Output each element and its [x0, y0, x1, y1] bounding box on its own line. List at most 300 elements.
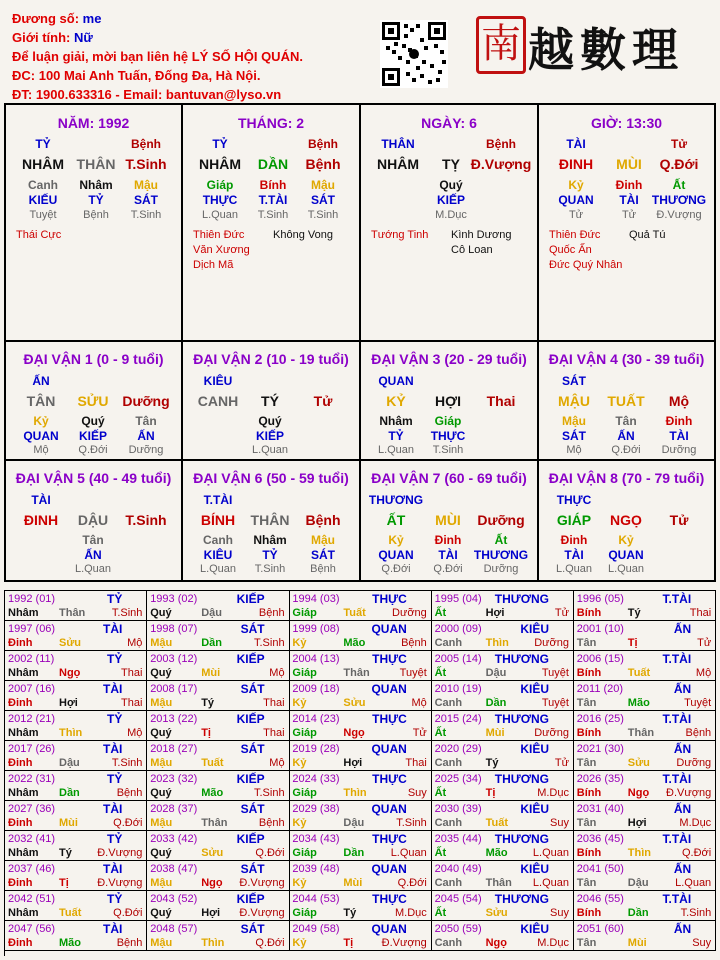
- year-label: 2034 (43): [292, 833, 340, 845]
- year-cell[interactable]: [5, 711, 147, 741]
- year-ten-god: TỶ: [107, 772, 123, 786]
- year-ten-god: THỰC: [372, 892, 407, 906]
- year-phase: Suy: [692, 937, 712, 949]
- year-phase: M.Dục: [395, 907, 427, 919]
- logo: [476, 12, 706, 76]
- pillar-hidden-stem-1: Nhâm: [79, 178, 113, 192]
- year-branch: Sửu: [59, 637, 82, 649]
- year-cell[interactable]: [289, 771, 431, 801]
- year-branch: Sửu: [627, 757, 650, 769]
- pillar-hidden-stem-1: Quý: [439, 178, 463, 192]
- year-branch: Thìn: [627, 847, 652, 859]
- year-cell[interactable]: [574, 681, 716, 711]
- year-label: 2013 (22): [150, 713, 198, 725]
- dai-van-stem-branch-1: TÝ: [261, 393, 279, 409]
- year-cell[interactable]: [5, 621, 147, 651]
- year-cell[interactable]: [5, 891, 147, 921]
- year-ten-god: QUAN: [371, 922, 407, 936]
- year-label: 2044 (53): [292, 893, 340, 905]
- qr-module: [416, 66, 420, 70]
- year-stem: Kỷ: [292, 757, 307, 769]
- year-label: 2042 (51): [8, 893, 56, 905]
- year-label: 2031 (40): [576, 803, 624, 815]
- year-cell[interactable]: [289, 891, 431, 921]
- year-branch: Mão: [59, 937, 81, 949]
- year-stem: Giáp: [292, 607, 317, 619]
- year-cell[interactable]: [147, 591, 289, 621]
- year-cell[interactable]: [432, 891, 574, 921]
- dai-van-1: [6, 342, 183, 461]
- year-ten-god: TÀI: [103, 862, 123, 876]
- year-cell[interactable]: [432, 651, 574, 681]
- year-phase: T.Sinh: [111, 607, 143, 619]
- year-stem: Mậu: [150, 637, 173, 649]
- dai-van-stem-branch-0: KỶ: [386, 393, 406, 409]
- year-cell[interactable]: [147, 771, 289, 801]
- year-stem: Ất: [434, 787, 447, 799]
- dai-van-hidden-phase-0: Mộ: [33, 444, 49, 456]
- year-phase: Tử: [554, 607, 569, 619]
- pillar-star: Không Vong: [273, 229, 333, 241]
- year-cell[interactable]: [147, 831, 289, 861]
- year-ten-god: SÁT: [240, 622, 265, 636]
- year-label: 2022 (31): [8, 773, 56, 785]
- year-label: 2016 (25): [576, 713, 624, 725]
- dai-van-hidden-stem-0: Nhâm: [379, 414, 413, 428]
- dai-van-title: ĐẠI VẬN 6 (50 - 59 tuổi): [193, 470, 349, 486]
- contact-address: ĐC: 100 Mai Anh Tuấn, Đống Đa, Hà Nội.: [12, 68, 261, 83]
- year-label: 2020 (29): [434, 743, 482, 755]
- year-cell[interactable]: [289, 651, 431, 681]
- dai-van-stem-branch-2: Dưỡng: [122, 393, 170, 409]
- year-stem: Kỷ: [292, 697, 307, 709]
- pillar-hidden-god-2: THƯƠNG: [651, 193, 707, 207]
- year-cell[interactable]: [147, 891, 289, 921]
- dai-van-hidden-god-0: SÁT: [562, 429, 586, 443]
- year-branch: Thân: [627, 727, 655, 739]
- year-label: 2026 (35): [576, 773, 624, 785]
- year-cell[interactable]: [574, 861, 716, 891]
- year-stem: Giáp: [292, 847, 317, 859]
- year-label: 2029 (38): [292, 803, 340, 815]
- dai-van-hidden-god-1: ẤN: [617, 429, 635, 443]
- year-branch: Ngọ: [343, 727, 365, 739]
- year-label: 2048 (57): [150, 923, 198, 935]
- year-cell[interactable]: [574, 711, 716, 741]
- year-label: 2027 (36): [8, 803, 56, 815]
- year-cell[interactable]: [5, 831, 147, 861]
- dai-van-hidden-phase-1: L.Quan: [251, 444, 289, 456]
- pillar-hidden-phase-1: M.Dục: [435, 209, 467, 221]
- year-ten-god: TÀI: [103, 922, 123, 936]
- year-stem: Canh: [434, 757, 463, 769]
- year-cell[interactable]: [574, 651, 716, 681]
- pillar-star: Thái Cực: [16, 229, 62, 241]
- year-phase: Tử: [554, 757, 569, 769]
- dai-van-hidden-god-1: QUAN: [608, 548, 644, 562]
- year-branch: Hợi: [59, 697, 78, 709]
- year-branch: Dậu: [201, 607, 222, 619]
- year-cell[interactable]: [289, 831, 431, 861]
- year-stem: Đinh: [8, 697, 33, 709]
- year-cell[interactable]: [5, 681, 147, 711]
- pillar-hidden-god-0: THỰC: [202, 193, 238, 207]
- year-phase: Dưỡng: [534, 727, 569, 739]
- year-ten-god: SÁT: [240, 682, 265, 696]
- pillar-hidden-stem-2: Mậu: [134, 178, 158, 192]
- year-cell[interactable]: [574, 891, 716, 921]
- qr-code-icon[interactable]: [380, 20, 448, 88]
- year-phase: Q.Đới: [397, 877, 427, 889]
- year-phase: T.Sinh: [254, 787, 285, 799]
- dai-van-god: THƯƠNG: [368, 493, 424, 507]
- dai-van-stem-branch-0: MẬU: [558, 393, 590, 409]
- year-ten-god: TỶ: [107, 592, 123, 606]
- pillar-top-2: Tử: [670, 137, 688, 151]
- year-cell[interactable]: [574, 801, 716, 831]
- year-cell[interactable]: [574, 771, 716, 801]
- year-cell[interactable]: [147, 861, 289, 891]
- year-stem: Kỷ: [292, 937, 307, 949]
- year-phase: Dưỡng: [392, 607, 427, 619]
- pillar-stem-branch-1: MÙI: [616, 156, 642, 172]
- year-label: 2028 (37): [150, 803, 198, 815]
- pillar-star: Văn Xương: [193, 244, 250, 256]
- year-branch: Thìn: [485, 637, 509, 649]
- year-ten-god: THỰC: [372, 712, 407, 726]
- year-ten-god: TÀI: [103, 802, 123, 816]
- year-cell[interactable]: [574, 621, 716, 651]
- year-label: 2035 (44): [434, 833, 482, 845]
- dai-van-hidden-phase-1: L.Quan: [607, 563, 645, 575]
- qr-module: [430, 64, 434, 68]
- pillar-star: Thiên Đức: [193, 229, 245, 241]
- subject-line: [12, 9, 352, 28]
- year-phase: T.Sinh: [680, 907, 712, 919]
- year-phase: Tử: [412, 727, 427, 739]
- year-stem: Tân: [576, 637, 597, 649]
- year-phase: Bệnh: [116, 787, 143, 799]
- year-cell[interactable]: [289, 591, 431, 621]
- year-phase: Suy: [407, 787, 427, 799]
- year-phase: Thai: [263, 727, 285, 739]
- qr-module: [404, 24, 408, 28]
- year-branch: Tị: [343, 937, 354, 949]
- pillar-star: Đức Quý Nhân: [549, 259, 623, 271]
- pillar-hidden-phase-1: Bệnh: [83, 209, 109, 221]
- year-label: 2012 (21): [8, 713, 56, 725]
- pillar-top-0: TỶ: [35, 137, 51, 151]
- year-ten-god: T.TÀI: [662, 772, 692, 786]
- year-branch: Thân: [485, 877, 512, 889]
- year-cell[interactable]: [432, 861, 574, 891]
- qr-module: [434, 44, 438, 48]
- year-phase: Mộ: [269, 757, 285, 769]
- year-ten-god: ẤN: [673, 862, 692, 876]
- year-ten-god: KIÊU: [520, 862, 549, 876]
- year-cell[interactable]: [289, 621, 431, 651]
- qr-module: [392, 50, 396, 54]
- qr-module: [438, 70, 442, 74]
- pillar-hidden-stem-0: Giáp: [206, 178, 234, 192]
- year-phase: L.Quan: [532, 847, 569, 859]
- year-label: 2051 (60): [576, 923, 624, 935]
- pillar-hidden-god-1: TỶ: [88, 193, 104, 207]
- year-ten-god: QUAN: [371, 622, 407, 636]
- year-phase: Q.Đới: [113, 907, 143, 919]
- dai-van-hidden-stem-1: Kỷ: [618, 533, 634, 547]
- year-cell[interactable]: [574, 831, 716, 861]
- year-cell[interactable]: [147, 741, 289, 771]
- year-cell[interactable]: [574, 591, 716, 621]
- dai-van-title: ĐẠI VẬN 3 (20 - 29 tuổi): [371, 351, 527, 367]
- year-phase: Suy: [550, 907, 569, 919]
- year-branch: Tị: [627, 637, 638, 649]
- year-branch: Tý: [201, 697, 215, 709]
- year-stem: Mậu: [150, 817, 173, 829]
- year-stem: Đinh: [8, 937, 33, 949]
- dai-van-hidden-stem-0: Kỷ: [388, 533, 404, 547]
- year-stem: Tân: [576, 877, 597, 889]
- pillar-top-0: TỶ: [212, 137, 228, 151]
- pillar-star: Cô Loan: [451, 244, 493, 256]
- year-branch: Mão: [627, 697, 650, 709]
- year-ten-god: KIẾP: [236, 652, 265, 666]
- year-cell[interactable]: [147, 621, 289, 651]
- year-phase: Tuyệt: [541, 667, 569, 679]
- year-stem: Đinh: [8, 817, 33, 829]
- year-ten-god: KIÊU: [520, 682, 549, 696]
- year-cell[interactable]: [289, 711, 431, 741]
- year-cell[interactable]: [574, 921, 716, 951]
- year-label: 1996 (05): [576, 593, 624, 605]
- qr-module: [416, 24, 420, 28]
- header: [12, 9, 352, 104]
- annual-luck-table: [4, 590, 716, 956]
- year-label: 1997 (06): [8, 623, 56, 635]
- year-cell[interactable]: [432, 741, 574, 771]
- pillar-hidden-phase-1: Tử: [621, 209, 637, 221]
- year-phase: Q.Đới: [255, 847, 285, 859]
- year-branch: Thìn: [59, 727, 83, 739]
- year-branch: Mão: [201, 787, 224, 799]
- year-stem: Ất: [434, 847, 447, 859]
- dai-van-stem-branch-0: ĐINH: [23, 512, 59, 528]
- year-cell[interactable]: [5, 861, 147, 891]
- year-label: 2021 (30): [576, 743, 624, 755]
- year-branch: Tuất: [59, 907, 82, 919]
- year-phase: Q.Đới: [113, 817, 143, 829]
- year-phase: Tuyệt: [541, 697, 569, 709]
- year-label: 1994 (03): [292, 593, 340, 605]
- year-label: 2037 (46): [8, 863, 56, 875]
- year-phase: Mộ: [269, 667, 285, 679]
- year-label: 1995 (04): [434, 593, 482, 605]
- dai-van-god: KIÊU: [203, 374, 233, 388]
- pillar-stem-branch-2: Đ.Vượng: [470, 156, 532, 172]
- year-stem: Kỷ: [292, 817, 307, 829]
- year-branch: Dần: [627, 907, 649, 919]
- dai-van-stem-branch-2: Bệnh: [305, 512, 341, 528]
- pillar-stem-branch-1: TỴ: [442, 156, 460, 172]
- pillar-0: [6, 105, 183, 342]
- year-cell[interactable]: [5, 741, 147, 771]
- year-label: 2023 (32): [150, 773, 198, 785]
- year-branch: Dần: [59, 787, 80, 799]
- dai-van-hidden-phase-0: L.Quan: [377, 444, 415, 456]
- year-phase: Bệnh: [401, 637, 427, 649]
- gender-line: [12, 28, 352, 47]
- dai-van-hidden-god-1: KIẾP: [255, 429, 284, 443]
- year-cell[interactable]: [147, 921, 289, 951]
- year-phase: Thai: [263, 697, 285, 709]
- year-branch: Thân: [201, 817, 228, 829]
- pillar-top-2: Bệnh: [486, 137, 516, 151]
- year-ten-god: KIÊU: [520, 622, 549, 636]
- dai-van-stem-branch-1: NGỌ: [610, 512, 642, 528]
- year-stem: Quý: [150, 787, 172, 799]
- dai-van-stem-branch-0: GIÁP: [556, 512, 592, 528]
- year-label: 2050 (59): [434, 923, 482, 935]
- year-stem: Quý: [150, 667, 172, 679]
- year-cell[interactable]: [574, 741, 716, 771]
- year-cell[interactable]: [147, 651, 289, 681]
- year-stem: Tân: [576, 817, 597, 829]
- year-stem: Kỷ: [292, 637, 307, 649]
- pillar-hidden-phase-2: T.Sinh: [307, 209, 339, 221]
- pillar-2: [361, 105, 539, 342]
- year-stem: Canh: [434, 637, 463, 649]
- dai-van-hidden-phase-0: L.Quan: [199, 563, 237, 575]
- year-cell[interactable]: [147, 681, 289, 711]
- year-label: 2015 (24): [434, 713, 482, 725]
- pillar-hidden-stem-1: Bính: [259, 178, 287, 192]
- dai-van-stem-branch-2: T.Sinh: [125, 512, 167, 528]
- year-stem: Bính: [576, 727, 602, 739]
- year-ten-god: THỰC: [372, 772, 407, 786]
- dai-van-title: ĐẠI VẬN 8 (70 - 79 tuổi): [548, 470, 705, 486]
- pillar-hidden-god-0: KIẾU: [28, 193, 58, 207]
- pillar-stem-branch-2: Q.Đới: [659, 156, 699, 172]
- year-cell[interactable]: [432, 801, 574, 831]
- year-ten-god: SÁT: [240, 742, 265, 756]
- year-label: 2024 (33): [292, 773, 340, 785]
- year-branch: Tị: [485, 787, 496, 799]
- year-cell[interactable]: [289, 801, 431, 831]
- year-phase: Mộ: [695, 667, 712, 679]
- year-stem: Nhâm: [8, 787, 39, 799]
- pillar-title: GIỜ: 13:30: [590, 115, 663, 131]
- year-ten-god: KIÊU: [520, 922, 549, 936]
- dai-van-stem-branch-2: Tử: [669, 512, 689, 528]
- year-cell[interactable]: [5, 771, 147, 801]
- year-branch: Thìn: [201, 937, 225, 949]
- year-label: 2033 (42): [150, 833, 198, 845]
- year-stem: Nhâm: [8, 847, 39, 859]
- dai-van-4: [539, 342, 714, 461]
- dai-van-title: ĐẠI VẬN 7 (60 - 69 tuổi): [371, 470, 527, 486]
- year-ten-god: QUAN: [371, 802, 407, 816]
- dai-van-hidden-god-0: QUAN: [23, 429, 59, 443]
- year-phase: Thai: [689, 607, 712, 619]
- dai-van-hidden-stem-1: Giáp: [434, 414, 462, 428]
- year-cell[interactable]: [432, 771, 574, 801]
- qr-center-logo: [409, 49, 419, 59]
- year-cell[interactable]: [5, 651, 147, 681]
- dai-van-god: ẤN: [32, 374, 50, 388]
- year-ten-god: T.TÀI: [662, 832, 692, 846]
- year-cell[interactable]: [432, 711, 574, 741]
- year-cell[interactable]: [147, 711, 289, 741]
- qr-module: [440, 50, 444, 54]
- qr-finder-dot: [388, 28, 394, 34]
- year-cell[interactable]: [432, 831, 574, 861]
- dai-van-hidden-god-1: TÀI: [438, 548, 458, 562]
- year-cell[interactable]: [432, 921, 574, 951]
- year-cell[interactable]: [289, 861, 431, 891]
- contact-phone-email[interactable]: ĐT: 1900.633316 - Email: bantuvan@lyso.vn: [12, 87, 282, 102]
- pillar-top-0: TÀI: [566, 137, 586, 151]
- year-cell[interactable]: [432, 591, 574, 621]
- year-stem: Canh: [434, 937, 463, 949]
- year-cell[interactable]: [5, 921, 147, 951]
- year-branch: Dậu: [627, 877, 649, 889]
- year-branch: Ngọ: [59, 667, 81, 679]
- year-cell[interactable]: [432, 681, 574, 711]
- dai-van-god: T.TÀI: [203, 493, 233, 507]
- pillar-hidden-phase-2: T.Sinh: [130, 209, 162, 221]
- year-label: 2014 (23): [292, 713, 340, 725]
- year-label: 2001 (10): [576, 623, 624, 635]
- year-cell[interactable]: [5, 591, 147, 621]
- year-stem: Giáp: [292, 727, 317, 739]
- year-phase: Thai: [405, 757, 427, 769]
- year-ten-god: SÁT: [240, 862, 265, 876]
- year-label: 2045 (54): [434, 893, 482, 905]
- year-branch: Tý: [627, 607, 641, 619]
- year-cell[interactable]: [289, 681, 431, 711]
- year-stem: Bính: [576, 787, 602, 799]
- year-phase: Đ.Vượng: [97, 847, 143, 859]
- year-cell[interactable]: [289, 741, 431, 771]
- year-branch: Mùi: [59, 817, 78, 829]
- year-cell[interactable]: [147, 801, 289, 831]
- pillar-hidden-stem-1: Đinh: [615, 178, 643, 192]
- pillar-title: THÁNG: 2: [237, 115, 305, 131]
- year-label: 2049 (58): [292, 923, 340, 935]
- year-cell[interactable]: [432, 621, 574, 651]
- qr-module: [422, 60, 426, 64]
- pillar-stem-branch-1: THÂN: [76, 156, 116, 172]
- year-branch: Hợi: [343, 757, 363, 769]
- year-branch: Tuất: [627, 667, 651, 679]
- dai-van-hidden-phase-2: Dưỡng: [483, 563, 519, 575]
- qr-module: [410, 28, 414, 32]
- year-label: 2046 (55): [576, 893, 624, 905]
- dai-van-stem-branch-1: SỬU: [77, 393, 109, 409]
- year-cell[interactable]: [289, 921, 431, 951]
- year-cell[interactable]: [5, 801, 147, 831]
- pillar-stem-branch-1: DẦN: [257, 156, 289, 172]
- year-ten-god: T.TÀI: [662, 592, 692, 606]
- pillar-hidden-god-2: SÁT: [311, 193, 335, 207]
- subject-name: me: [82, 11, 102, 26]
- year-ten-god: THƯƠNG: [494, 652, 549, 666]
- dai-van-stem-branch-1: HỢI: [435, 393, 461, 409]
- year-ten-god: T.TÀI: [662, 652, 692, 666]
- year-phase: Đ.Vượng: [239, 907, 285, 919]
- year-ten-god: TỶ: [107, 892, 123, 906]
